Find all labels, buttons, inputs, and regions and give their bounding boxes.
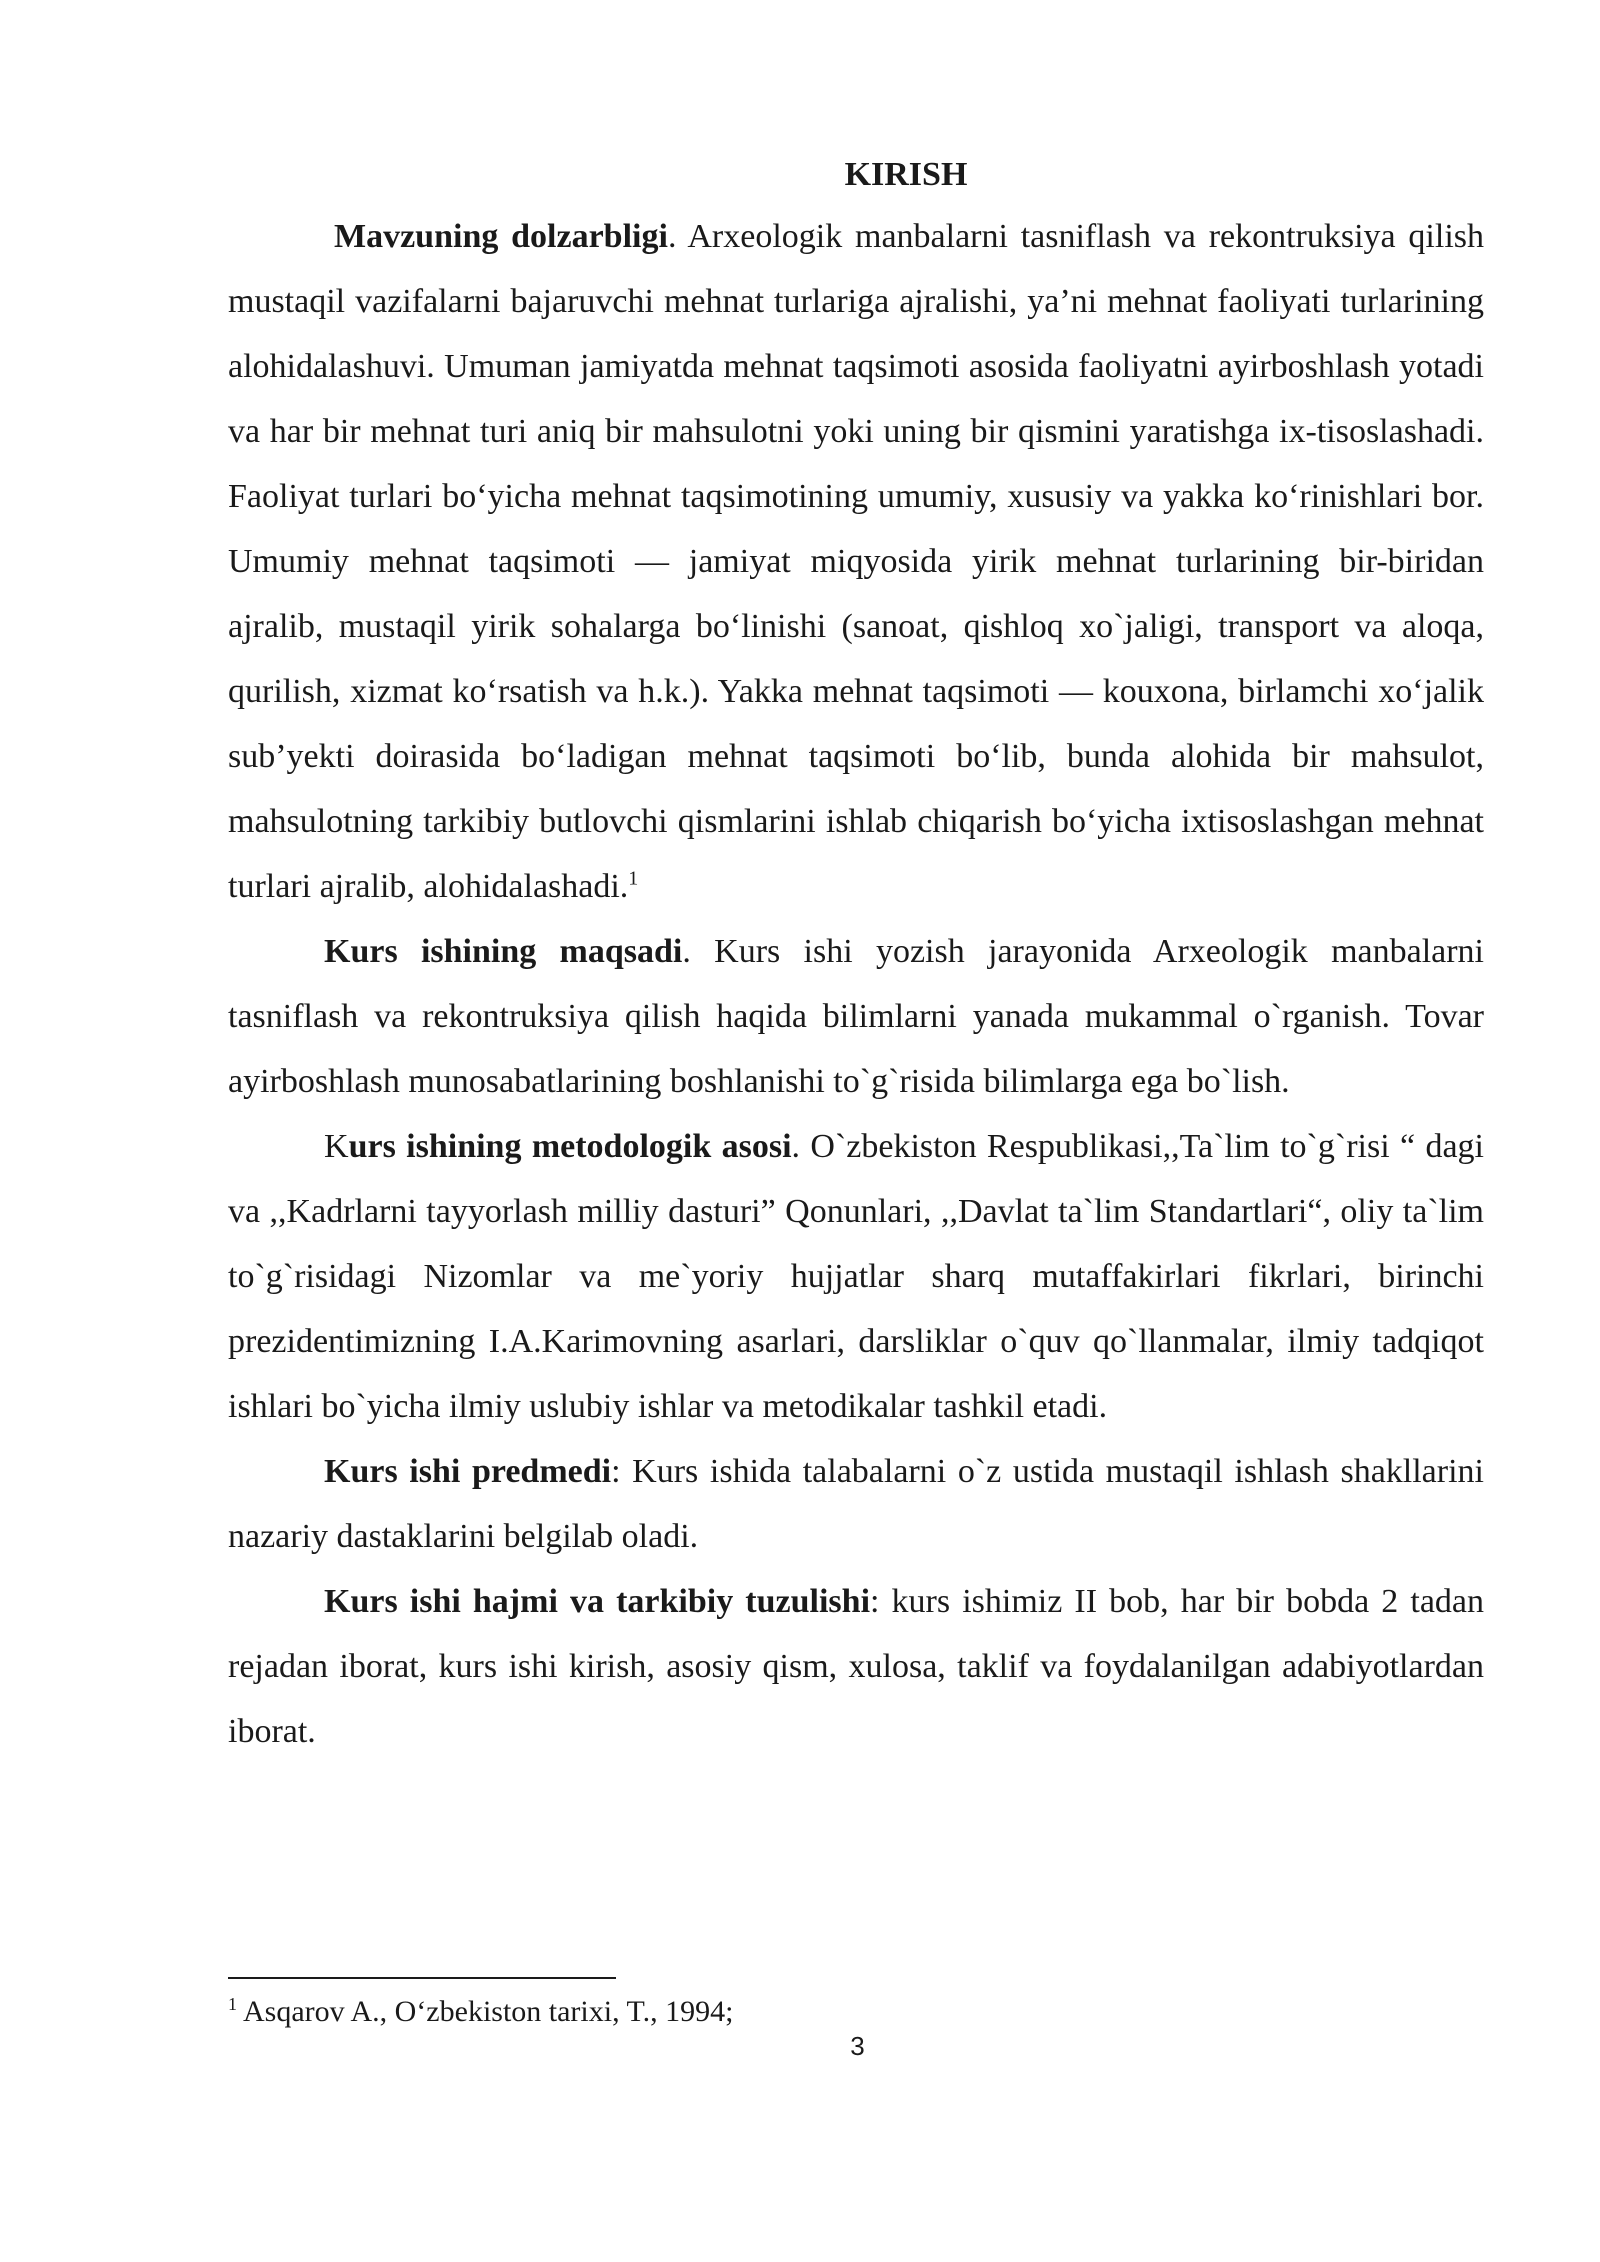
page-body	[228, 146, 1484, 1764]
paragraph-heading-prefix: K	[324, 1128, 349, 1165]
paragraph-text: . O`zbekiston Respublikasi,,Ta`lim to`g`risi “ dagi va ,,Kadrlarni tayyorlash milliy dasturi” Qonunlari, ,,Davlat ta`lim Standartlari“, oliy ta`lim to`g`risidagi Nizomlar va me`yoriy hujjatlar sharq mutaffakirlari fikrlari, birinchi prezidentimizning I.A.Karimovning asarlari, darsliklar o`quv qo`llanmalar, ilmiy tadqiqot ishlari bo`yicha ilmiy uslubiy ishlar va metodikalar tashkil etadi.	[228, 1128, 1484, 1425]
paragraph-methodology	[228, 1114, 1484, 1439]
page-title: KIRISH	[844, 156, 968, 193]
paragraph-structure	[228, 1569, 1484, 1764]
paragraph-heading: Kurs ishi predmedi	[324, 1453, 612, 1490]
paragraph-heading: Mavzuning dolzarbligi	[334, 218, 668, 255]
paragraph-heading: Kurs ishi hajmi va tarkibiy tuzulishi	[324, 1583, 871, 1620]
page-number: 3	[850, 2031, 865, 2061]
footnote	[228, 1994, 734, 2030]
paragraph-heading: urs ishining metodologik asosi	[348, 1128, 792, 1165]
paragraph-goal	[228, 919, 1484, 1114]
footnote-separator	[228, 1977, 616, 1979]
paragraph-text: : Kurs ishida talabalarni o`z ustida mustaqil ishlash shakllarini nazariy dastaklarini belgilab oladi.	[228, 1453, 1484, 1555]
paragraph-heading: Kurs ishining maqsadi	[324, 933, 683, 970]
footnote-reference[interactable]: 1	[628, 867, 639, 890]
paragraph-relevance	[228, 204, 1484, 919]
footnote-text: Asqarov A., O‘zbekiston tarixi, T., 1994;	[243, 1995, 734, 2028]
footnote-marker: 1	[228, 1994, 237, 2014]
paragraph-subject	[228, 1439, 1484, 1569]
paragraph-text: . Kurs ishi yozish jarayonida Arxeologik manbalarni tasniflash va rekontruksiya qilish haqida bilimlarni yanada mukammal o`rganish. Tovar ayirboshlash munosabatlarining boshlanishi to`g`risida bilimlarga ega bo`lish.	[228, 933, 1485, 1100]
paragraph-text: . Arxeologik manbalarni tasniflash va rekontruksiya qilish mustaqil vazifalarni bajaruvchi mehnat turlariga ajralishi, ya’ni mehnat faoliyati turlarining alohidalashuvi. Umuman jamiyatda mehnat taqsimoti asosida faoliyatni ayirboshlash yotadi va har bir mehnat turi aniq bir mahsulotni yoki uning bir qismini yaratishga ix-tisoslashadi. Faoliyat turlari bo‘yicha mehnat taqsimotining umumiy, xususiy va yakka ko‘rinishlari bor. Umumiy mehnat taqsimoti — jamiyat miqyosida yirik mehnat turlarining bir-biridan ajralib, mustaqil yirik sohalarga bo‘linishi (sanoat, qishloq xo`jaligi, transport va aloqa, qurilish, xizmat ko‘rsatish va h.k.). Yakka mehnat taqsimoti — kouxona, birlamchi xo‘jalik sub’yekti doirasida bo‘ladigan mehnat taqsimoti bo‘lib, bunda alohida bir mahsulot, mahsulotning tarkibiy butlovchi qismlarini ishlab chiqarish bo‘yicha ixtisoslashgan mehnat turlari ajralib, alohidalashadi.	[228, 218, 1484, 905]
paragraph-text: : kurs ishimiz II bob, har bir bobda 2 tadan rejadan iborat, kurs ishi kirish, asosiy qism, xulosa, taklif va foydalanilgan adabiyotlardan iborat.	[228, 1583, 1485, 1750]
